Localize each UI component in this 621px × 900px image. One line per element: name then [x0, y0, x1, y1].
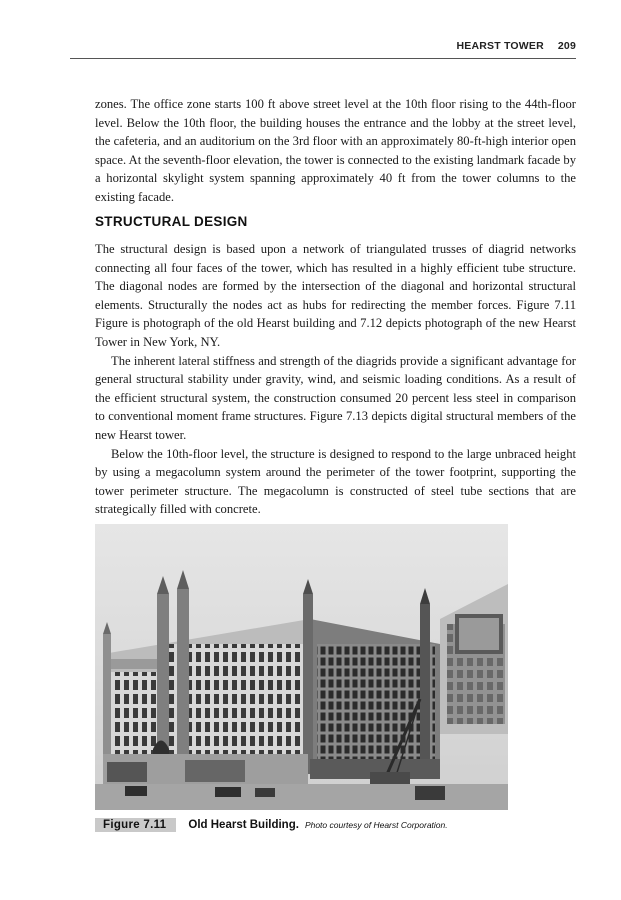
header-rule [70, 58, 576, 59]
intro-text-block [95, 95, 576, 207]
figure-label: Figure 7.11 [95, 818, 176, 832]
structural-paragraph-1: The structural design is based upon a network of triangulated trusses of diagrid networks connecting all four faces of the tower, which has resulted in a highly efficient tube structure. The diagonal nodes are formed by the intersection of the diagonal and horizontal structural elements. Structurally the nodes act as hubs for redirecting the member forces. Figure 7.11 Figure is photograph of the old Hearst building and 7.12 depicts photograph of the new Hearst Tower in New York, NY. [95, 242, 576, 349]
running-head-title: HEARST TOWER [456, 40, 544, 52]
intro-paragraph: zones. The office zone starts 100 ft above street level at the 10th floor rising to the 44th-floor level. Below the 10th floor, the building houses the entrance and the lobby at the street level, the cafeteria, and an auditorium on the 3rd floor with an approximately 80-ft-high interior open space. At the seventh-floor elevation, the tower is connected to the existing landmark facade by a horizontal skylight system spanning approximately 40 ft from the tower columns to the existing facade. [95, 97, 576, 204]
old-hearst-building-photo [95, 524, 508, 810]
page-number: 209 [557, 40, 576, 52]
figure-caption [95, 818, 448, 832]
section-heading: STRUCTURAL DESIGN [95, 214, 248, 229]
running-head [70, 40, 576, 52]
figure-credit: Photo courtesy of Hearst Corporation. [304, 820, 448, 830]
structural-design-text [95, 240, 576, 519]
structural-paragraph-2: The inherent lateral stiffness and strength of the diagrids provide a significant advantage for general structural stability under gravity, wind, and seismic loading conditions. As a result of the efficient structural system, the construction consumed 20 percent less steel in comparison to conventional moment frame structures. Figure 7.13 depicts digital structural members of the new Hearst tower. [95, 353, 576, 442]
figure-title: Old Hearst Building. [188, 819, 299, 831]
structural-paragraph-3: Below the 10th-floor level, the structure is designed to respond to the large unbraced height by using a megacolumn system around the perimeter of the tower footprint, supporting the tower perimeter structure. The megacolumn is constructed of steel tube sections that are strategically filled with concrete. [95, 446, 576, 517]
